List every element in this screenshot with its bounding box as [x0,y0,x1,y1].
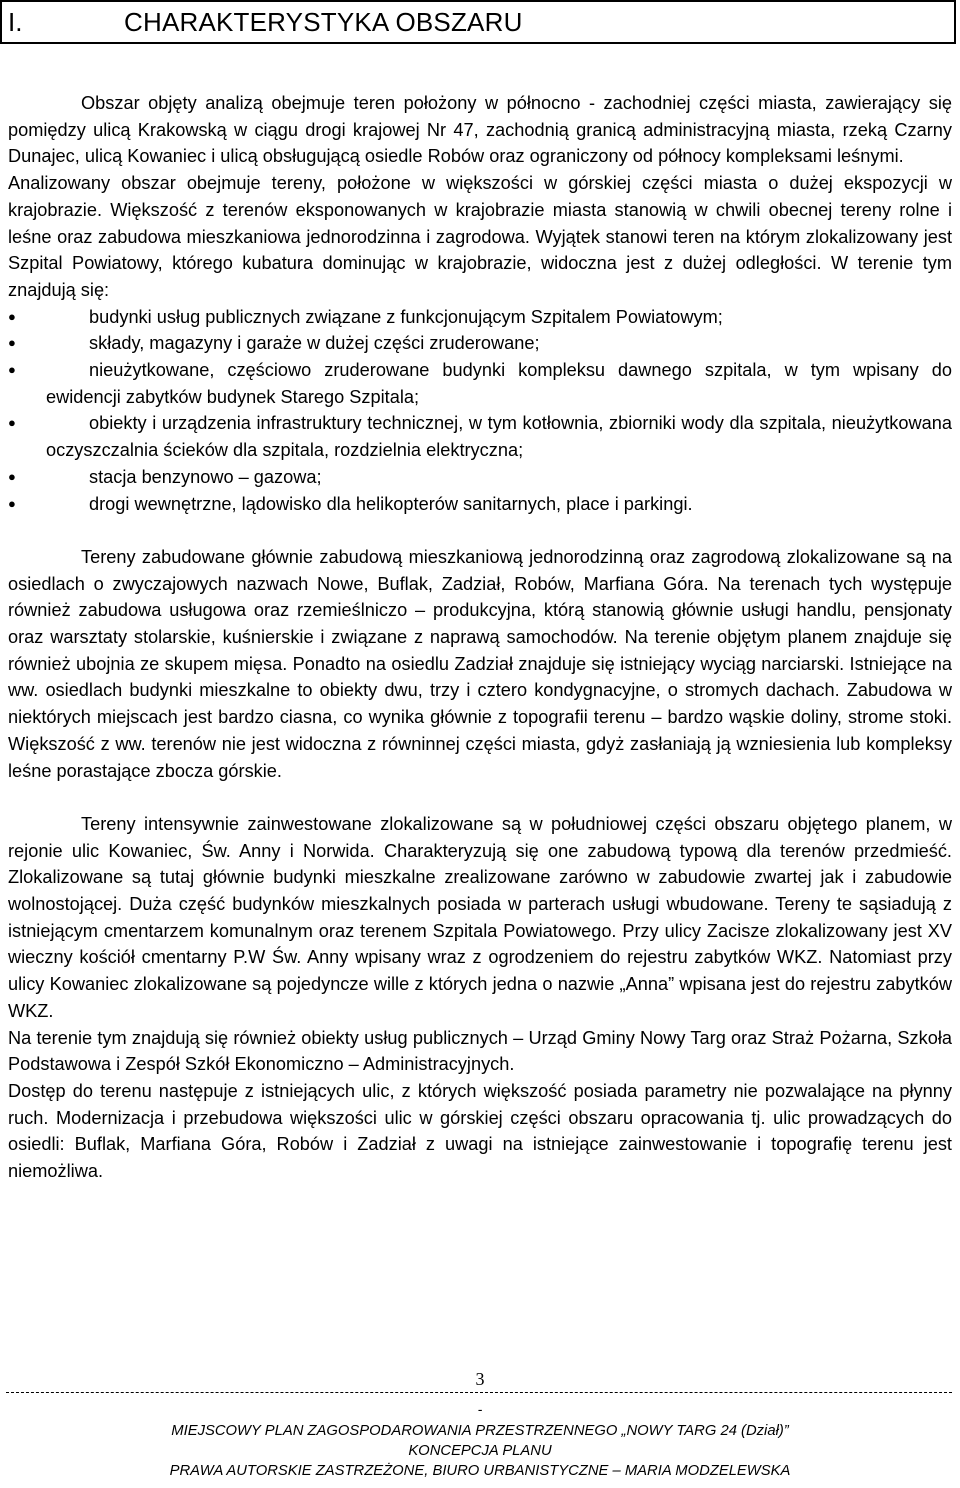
list-item: ● stacja benzynowo – gazowa; [8,464,952,491]
paragraph-intensive-areas: Tereny intensywnie zainwestowane zlokalizowane są w południowej części obszaru objętego planem, w rejonie ulic Kowaniec, Św. Anny i Norwida. Charakteryzują się one zabudową typową dla terenów przedmieść. Zlokalizowane są tutaj głównie budynki mieszkalne zrealizowane zarówno w zabudowie zwartej jak i zabudowie wolnostojącej. Duża część budynków mieszkalnych posiada w parterach usługi wbudowane. Tereny te sąsiadują z istniejącym cmentarzem komunalnym oraz terenem Szpitala Powiatowego. Przy ulicy Zacisze zlokalizowany jest XV wieczny kościół cmentarny P.W Św. Anny wpisany wraz z ogrodzeniem do rejestru zabytków WKZ. Natomiast przy ulicy Kowaniec zlokalizowane są pojedyncze wille z których jedna o nazwie „Anna” wpisana jest do rejestru zabytków WKZ. [8,813,952,1021]
footer-dash: - [477,1401,483,1417]
document-body [8,90,952,1185]
footer-plan-stage: KONCEPCJA PLANU [408,1442,552,1459]
list-item: ● składy, magazyny i garaże w dużej części zruderowane; [8,330,952,357]
paragraph-built-areas: Tereny zabudowane głównie zabudową mieszkaniową jednorodzinną oraz zagrodową zlokalizowane są na osiedlach o zwyczajowych nazwach Nowe, Buflak, Zadział, Robów, Marfiana Góra. Na terenach tych występuje również zabudowa usługowa oraz rzemieślniczo – produkcyjna, którą stanowią głównie usługi handlu, pensjonaty oraz warsztaty stolarskie, kuśnierskie i związane z naprawą samochodów. Na terenie objętym planem znajduje się również ubojnia ze skupem mięsa. Ponadto na osiedlu Zadział znajduje się istniejący wyciąg narciarski. Istniejące na ww. osiedlach budynki mieszkalne to obiekty dwu, trzy i cztero kondygnacyjne, o stromych dachach. Zabudowa w niektórych miejscach jest bardzo ciasna, co wynika głównie z topografii terenu – bardzo wąskie doliny, strome stoki. Większość z ww. terenów nie jest widoczna z równinnej części miasta, gdyż zasłaniają ją wzniesienia lub kompleksy leśne porastające zbocza górskie. [8,546,952,781]
list-item: ● nieużytkowane, częściowo zruderowane budynki kompleksu dawnego szpitala, w tym wpisany do ewidencji zabytków budynek Starego Szpitala; [8,357,952,410]
list-item: ● obiekty i urządzenia infrastruktury technicznej, w tym kotłownia, zbiorniki wody dla szpitala, nieużytkowana oczyszczalnia ścieków dla szpitala, rozdzielnia elektryczna; [8,410,952,463]
paragraph-intro: Obszar objęty analizą obejmuje teren położony w północno - zachodniej części miasta, zawierający się pomiędzy ulicą Krakowską w ciągu drogi krajowej Nr 47, zachodnią granicą administracyjną miasta, rzeką Czarny Dunajec, ulicą Kowaniec i ulicą obsługującą osiedle Robów oraz ograniczony od północy kompleksami leśnymi. [8,93,952,167]
page-footer [0,1422,960,1481]
footer-copyright: PRAWA AUTORSKIE ZASTRZEŻONE, BIURO URBANISTYCZNE – MARIA MODZELEWSKA [169,1462,791,1479]
page-number: 3 [475,1369,485,1389]
list-item: ● budynki usług publicznych związane z funkcjonującym Szpitalem Powiatowym; [8,304,952,331]
footer-divider [6,1392,952,1393]
list-item: ● drogi wewnętrzne, lądowisko dla helikopterów sanitarnych, place i parkingi. [8,491,952,518]
paragraph-analysis: Analizowany obszar obejmuje tereny, położone w większości w górskiej części miasta o dużej ekspozycji w krajobrazie. Większość z terenów eksponowanych w krajobrazie miasta stanowią w chwili obecnej tereny rolne i leśne oraz zabudowa mieszkaniowa jednorodzinna i zagrodowa. Wyjątek stanowi teren na którym zlokalizowany jest Szpital Powiatowy, którego kubatura dominując w krajobrazie, widoczna jest z dużej odległości. W terenie tym znajdują się: [8,173,952,300]
paragraph-access: Dostęp do terenu następuje z istniejących ulic, z których większość posiada parametry nie pozwalające na płynny ruch. Modernizacja i przebudowa większości ulic w górskiej części obszaru opracowania tj. ulic prowadzących do osiedli: Buflak, Marfiana Góra, Robów i Zadział z uwagi na istniejące zainwestowanie i topografię terenu jest niemożliwa. [8,1080,952,1182]
section-title: CHARAKTERYSTYKA OBSZARU [124,7,523,37]
section-heading [0,0,956,44]
spacer [8,517,952,544]
footer-plan-title: MIEJSCOWY PLAN ZAGOSPODAROWANIA PRZESTRZENNEGO „NOWY TARG 24 (Dział)” [171,1423,789,1439]
bullet-list [8,304,952,518]
spacer [8,784,952,811]
paragraph-public-services: Na terenie tym znajdują się również obiekty usług publicznych – Urząd Gminy Nowy Targ oraz Straż Pożarna, Szkoła Podstawowa i Zespół Szkół Ekonomiczno – Administracyjnych. [8,1027,952,1075]
section-number: I. [8,7,23,37]
